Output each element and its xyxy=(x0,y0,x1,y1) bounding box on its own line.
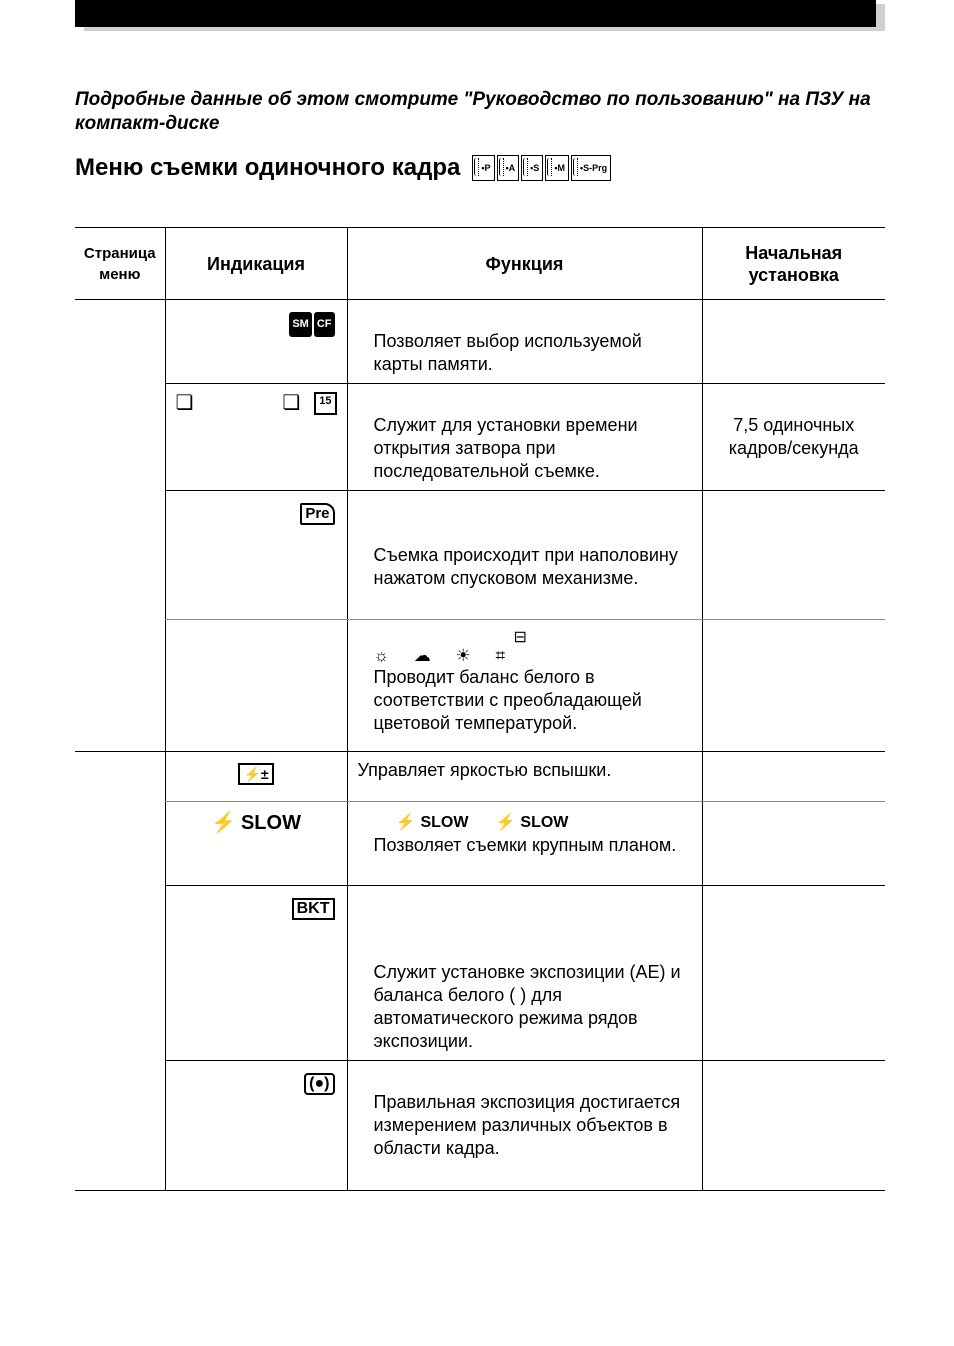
indication-cell xyxy=(165,620,347,752)
header-function: Функция xyxy=(347,228,702,300)
header-indication: Индикация xyxy=(165,228,347,300)
default-cell xyxy=(702,491,885,620)
default-cell xyxy=(702,384,885,491)
mode-icons xyxy=(472,155,611,181)
intro-note: Подробные данные об этом смотрите "Руководство по пользованию" на ПЗУ на компакт-диске xyxy=(75,89,871,134)
default-cell xyxy=(702,802,885,886)
default-cell xyxy=(702,752,885,802)
page-title xyxy=(75,152,611,184)
function-text: Служит установке экспозиции (AE) и баланса белого ( ) для автоматического режима рядов экспозиции. xyxy=(373,962,681,1051)
default-cell xyxy=(702,886,885,1061)
function-text: Управляет яркостью вспышки. xyxy=(357,760,612,780)
mode-p-icon: •P xyxy=(472,155,494,181)
bracketing-icon: BKT xyxy=(292,898,335,920)
function-cell xyxy=(347,384,702,491)
table-row xyxy=(75,384,885,491)
function-text: Правильная экспозиция достигается измерением различных объектов в области кадра. xyxy=(373,1092,681,1158)
mode-s-icon: •S xyxy=(521,155,543,181)
indication-cell xyxy=(165,384,347,491)
default-cell xyxy=(702,300,885,384)
custom-wb-icon: ⊟ xyxy=(513,629,527,646)
header-page: Страница меню xyxy=(75,228,165,300)
indication-cell xyxy=(165,1061,347,1191)
default-text: 7,5 одиночных кадров/секунда xyxy=(728,415,859,458)
table-row xyxy=(75,491,885,620)
function-text: Съемка происходит при наполовину нажатом спусковом механизме. xyxy=(373,545,678,588)
function-cell xyxy=(347,752,702,802)
indication-cell xyxy=(165,886,347,1061)
function-cell xyxy=(347,491,702,620)
table-row xyxy=(75,300,885,384)
mode-a-icon: •A xyxy=(497,155,520,181)
single-frame-icon: ❏ xyxy=(175,392,194,414)
table-header-row xyxy=(75,228,885,300)
header-bar xyxy=(75,0,876,27)
function-text: Позволяет съемки крупным планом. xyxy=(373,835,677,855)
function-cell xyxy=(347,1061,702,1191)
function-cell xyxy=(347,620,702,752)
function-text: Служит для установки времени открытия затвора при последовательной съемке. xyxy=(373,415,638,481)
function-cell xyxy=(347,802,702,886)
page-cell-2 xyxy=(75,752,165,1191)
flash-intensity-icon: ⚡± xyxy=(238,763,273,785)
indication-cell xyxy=(165,491,347,620)
table-row xyxy=(75,752,885,802)
table-row xyxy=(75,802,885,886)
indication-cell xyxy=(165,300,347,384)
function-text: Позволяет выбор используемой карты памяти. xyxy=(373,331,642,374)
indication-cell xyxy=(165,802,347,886)
pre-capture-icon: Pre xyxy=(300,503,334,525)
page-title-text: Меню съемки одиночного кадра xyxy=(75,154,461,181)
slow-sync-label: SLOW xyxy=(240,812,301,834)
default-cell xyxy=(702,1061,885,1191)
mode-s-prg-icon: •S-Prg xyxy=(571,155,611,181)
cf-card-icon: CF xyxy=(314,312,335,337)
function-cell xyxy=(347,300,702,384)
sm-card-icon: SM xyxy=(289,312,312,337)
flash-icon: ⚡ xyxy=(495,814,516,831)
page-cell-1 xyxy=(75,300,165,752)
shooting-menu-table xyxy=(75,227,885,1191)
slow-option-2: SLOW xyxy=(520,814,569,831)
sequential-15-icon: 15 xyxy=(314,392,336,415)
slow-option-1: SLOW xyxy=(420,814,469,831)
header-default: Начальная установка xyxy=(702,228,885,300)
function-text: Проводит баланс белого в соответствии с преобладающей цветовой температурой. xyxy=(373,667,642,733)
indication-cell xyxy=(165,752,347,802)
function-cell xyxy=(347,886,702,1061)
flash-icon: ⚡ xyxy=(211,812,236,834)
sequential-icon: ❏ xyxy=(282,392,301,414)
table-row xyxy=(75,620,885,752)
default-cell xyxy=(702,620,885,752)
mode-m-icon: •M xyxy=(545,155,569,181)
flash-icon: ⚡ xyxy=(395,814,416,831)
metering-icon: (●) xyxy=(304,1073,334,1095)
white-balance-icons: ☼ ☁ ☀ ⌗ xyxy=(373,646,516,665)
table-row xyxy=(75,1061,885,1191)
table-row xyxy=(75,886,885,1061)
